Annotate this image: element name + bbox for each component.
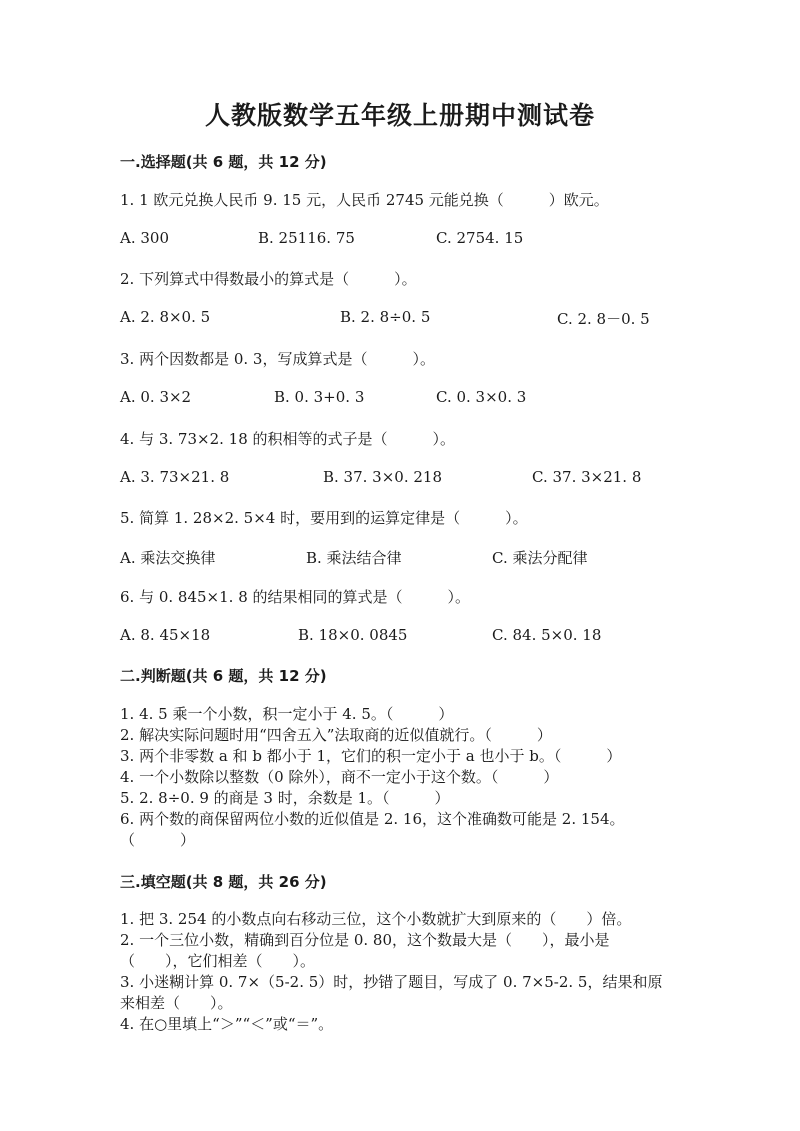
option-b: B. 0. 3+0. 3 (274, 388, 365, 406)
fill-item: 4. 在○里填上“＞”“＜”或“＝”。 (120, 1015, 334, 1033)
judgement-item: 1. 4. 5 乘一个小数，积一定小于 4. 5。（ ） (120, 705, 454, 723)
option-a: A. 2. 8×0. 5 (120, 308, 211, 326)
option-b: B. 37. 3×0. 218 (323, 468, 443, 486)
option-b: B. 乘法结合律 (306, 549, 402, 567)
option-c: C. 0. 3×0. 3 (436, 388, 527, 406)
question-text: 3. 两个因数都是 0. 3，写成算式是（ ）。 (120, 350, 435, 368)
question-text: 5. 简算 1. 28×2. 5×4 时，要用到的运算定律是（ ）。 (120, 509, 528, 527)
option-a: A. 0. 3×2 (120, 388, 192, 406)
fill-item: 3. 小迷糊计算 0. 7×（5-2. 5）时，抄错了题目，写成了 0. 7×5-2. 5，结果和原 (120, 973, 663, 991)
question-text: 1. 1 欧元兑换人民币 9. 15 元，人民币 2745 元能兑换（ ）欧元。 (120, 191, 609, 209)
page-title: 人教版数学五年级上册期中测试卷 (204, 101, 595, 130)
option-b: B. 25116. 75 (258, 229, 355, 247)
option-c: C. 2. 8－0. 5 (557, 310, 650, 328)
section-heading-fill-blank: 三.填空题(共 8 题，共 26 分) (120, 873, 327, 891)
judgement-item: 2. 解决实际问题时用“四舍五入”法取商的近似值就行。（ ） (120, 726, 552, 744)
judgement-item: 4. 一个小数除以整数（0 除外），商不一定小于这个数。（ ） (120, 768, 559, 786)
question-text: 4. 与 3. 73×2. 18 的积相等的式子是（ ）。 (120, 430, 456, 448)
option-c: C. 乘法分配律 (492, 549, 588, 567)
question-text: 2. 下列算式中得数最小的算式是（ ）。 (120, 270, 417, 288)
option-b: B. 18×0. 0845 (298, 626, 408, 644)
option-a: A. 300 (120, 229, 169, 247)
question-text: 6. 与 0. 845×1. 8 的结果相同的算式是（ ）。 (120, 588, 471, 606)
fill-item: 2. 一个三位小数，精确到百分位是 0. 80，这个数最大是（ ），最小是 (120, 931, 610, 949)
judgement-item: 5. 2. 8÷0. 9 的商是 3 时，余数是 1。（ ） (120, 789, 450, 807)
fill-item-continued: 来相差（ ）。 (120, 994, 233, 1012)
judgement-item: 6. 两个数的商保留两位小数的近似值是 2. 16，这个准确数可能是 2. 154。 (120, 810, 625, 828)
option-c: C. 37. 3×21. 8 (532, 468, 642, 486)
option-c: C. 2754. 15 (436, 229, 524, 247)
option-b: B. 2. 8÷0. 5 (340, 308, 431, 326)
judgement-item: 3. 两个非零数 a 和 b 都小于 1，它们的积一定小于 a 也小于 b。（ ） (120, 747, 622, 765)
fill-item: 1. 把 3. 254 的小数点向右移动三位，这个小数就扩大到原来的（ ）倍。 (120, 910, 632, 928)
option-c: C. 84. 5×0. 18 (492, 626, 602, 644)
section-heading-choice: 一.选择题(共 6 题，共 12 分) (120, 153, 327, 171)
fill-item-continued: （ ），它们相差（ ）。 (120, 952, 316, 970)
section-heading-judgement: 二.判断题(共 6 题，共 12 分) (120, 667, 327, 685)
option-a: A. 3. 73×21. 8 (120, 468, 230, 486)
option-a: A. 乘法交换律 (120, 549, 216, 567)
judgement-item-continued: （ ） (120, 831, 196, 849)
option-a: A. 8. 45×18 (120, 626, 211, 644)
